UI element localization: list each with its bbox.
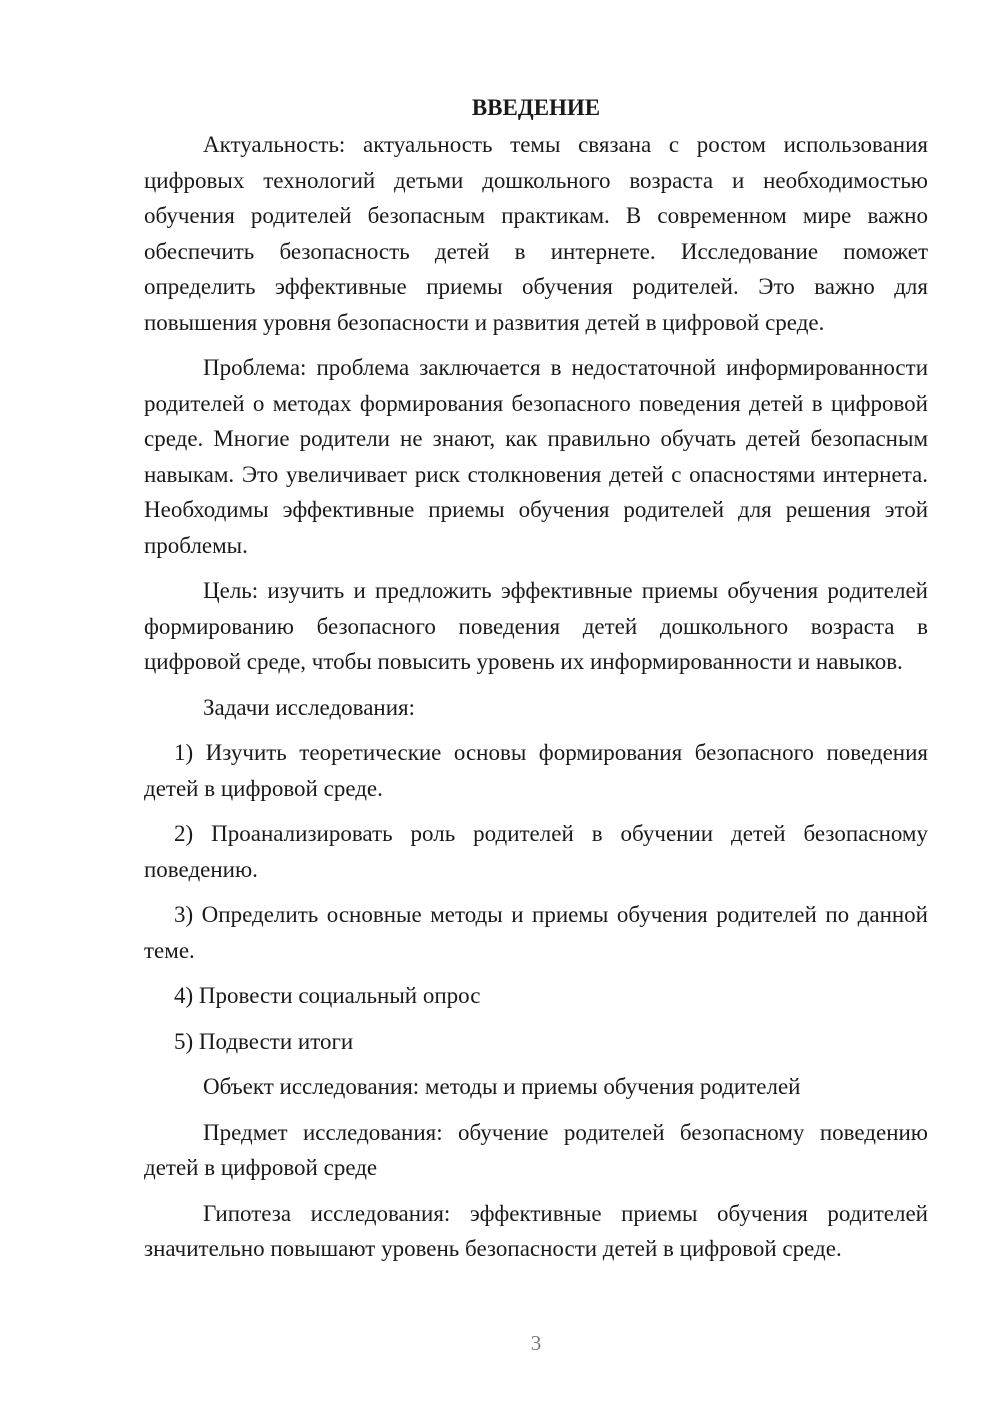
hypothesis-paragraph: Гипотеза исследования: эффективные приемы обучения родителей значительно повышают уровень безопасности детей в цифровой среде. [144,1200,928,1261]
goal-paragraph: Цель: изучить и предложить эффективные приемы обучения родителей формированию безопасного поведения детей дошкольного возраста в цифровой среде, чтобы повысить уровень их информированности и навыков. [144,578,928,674]
task-item-2: 2) Проанализировать роль родителей в обучении детей безопасному поведению. [144,821,928,882]
section-title: ВВЕДЕНИЕ [471,95,601,120]
task-item-3: 3) Определить основные методы и приемы обучения родителей по данной теме. [144,902,928,963]
task-item-4: 4) Провести социальный опрос [174,983,481,1008]
relevance-paragraph: Актуальность: актуальность темы связана с ростом использования цифровых технологий детьми дошкольного возраста и необходимостью обучения родителей безопасным практикам. В современном мире важно обеспечить безопасность детей в интернете. Исследование поможет определить эффективные приемы обучения родителей. Это важно для повышения уровня безопасности и развития детей в цифровой среде. [144,132,928,335]
task-item-1: 1) Изучить теоретические основы формирования безопасного поведения детей в цифровой среде. [144,740,928,801]
page-number: 3 [530,1331,542,1355]
subject-paragraph: Предмет исследования: обучение родителей безопасному поведению детей в цифровой среде [144,1119,928,1180]
document-page [144,90,928,1277]
tasks-heading: Задачи исследования: [203,694,416,720]
problem-paragraph: Проблема: проблема заключается в недостаточной информированности родителей о методах формирования безопасного поведения детей в цифровой среде. Многие родители не знают, как правильно обучать детей безопасным навыкам. Это увеличивает риск столкновения детей с опасностями интернета. Необходимы эффективные приемы обучения родителей для решения этой проблемы. [144,355,928,558]
task-item-5: 5) Подвести итоги [174,1028,354,1054]
object-paragraph: Объект исследования: методы и приемы обучения родителей [203,1074,801,1099]
